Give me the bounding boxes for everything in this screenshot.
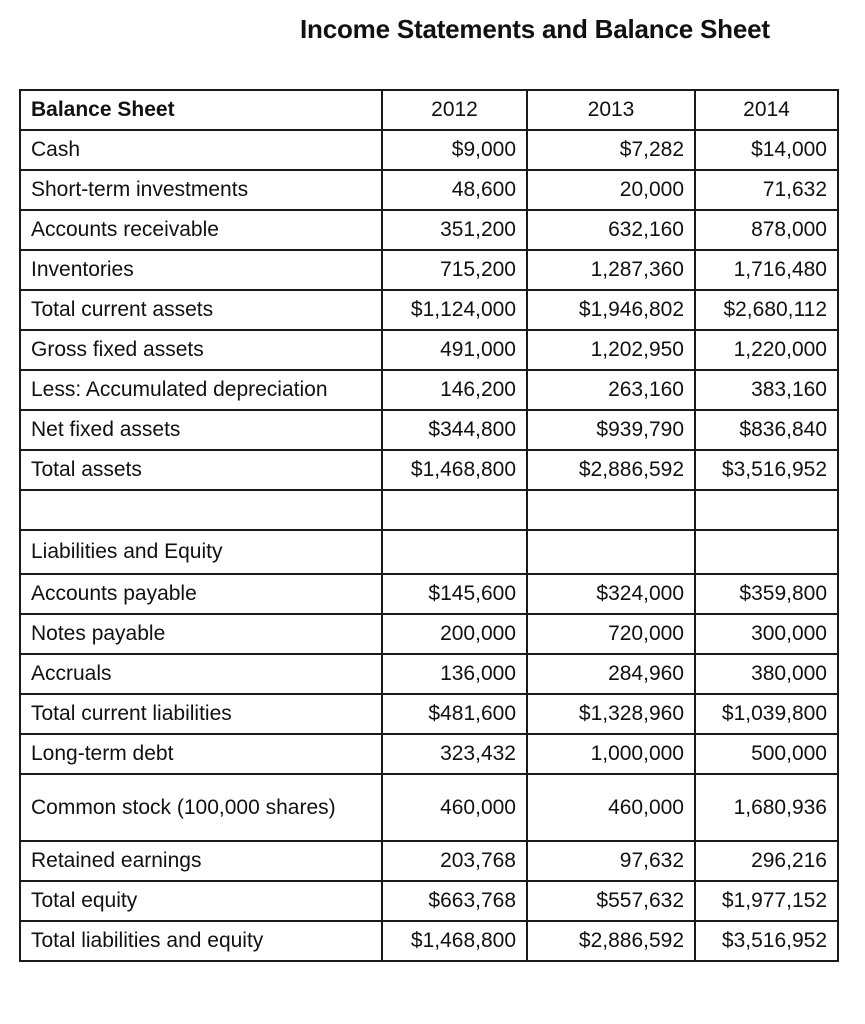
cell-value	[527, 490, 695, 530]
cell-value	[695, 530, 838, 574]
cell-value: 296,216	[695, 841, 838, 881]
table-row	[20, 841, 838, 881]
row-label: Accounts payable	[20, 574, 382, 614]
cell-value: $1,977,152	[695, 881, 838, 921]
row-label: Less: Accumulated depreciation	[20, 370, 382, 410]
cell-value: $359,800	[695, 574, 838, 614]
row-label	[20, 490, 382, 530]
cell-value: 1,287,360	[527, 250, 695, 290]
table-row	[20, 290, 838, 330]
cell-value: $2,886,592	[527, 921, 695, 961]
table-row	[20, 881, 838, 921]
cell-value: 300,000	[695, 614, 838, 654]
header-year: 2013	[527, 90, 695, 130]
row-label: Total liabilities and equity	[20, 921, 382, 961]
cell-value: 460,000	[527, 774, 695, 841]
row-label: Gross fixed assets	[20, 330, 382, 370]
cell-value	[382, 490, 527, 530]
cell-value: 460,000	[382, 774, 527, 841]
row-label: Liabilities and Equity	[20, 530, 382, 574]
cell-value: $9,000	[382, 130, 527, 170]
cell-value: 146,200	[382, 370, 527, 410]
cell-value: $7,282	[527, 130, 695, 170]
table-row	[20, 170, 838, 210]
table-row	[20, 654, 838, 694]
cell-value: $324,000	[527, 574, 695, 614]
cell-value: 284,960	[527, 654, 695, 694]
cell-value: $2,886,592	[527, 450, 695, 490]
row-label: Total assets	[20, 450, 382, 490]
cell-value: $939,790	[527, 410, 695, 450]
table-row	[20, 330, 838, 370]
header-year: 2012	[382, 90, 527, 130]
cell-value: $1,124,000	[382, 290, 527, 330]
cell-value: $1,468,800	[382, 450, 527, 490]
table-row	[20, 574, 838, 614]
row-label: Cash	[20, 130, 382, 170]
table-row	[20, 921, 838, 961]
row-label: Long-term debt	[20, 734, 382, 774]
cell-value: 720,000	[527, 614, 695, 654]
cell-value: 715,200	[382, 250, 527, 290]
cell-value	[695, 490, 838, 530]
cell-value: 632,160	[527, 210, 695, 250]
cell-value: $14,000	[695, 130, 838, 170]
cell-value: 1,220,000	[695, 330, 838, 370]
header-year: 2014	[695, 90, 838, 130]
cell-value: $344,800	[382, 410, 527, 450]
cell-value: 500,000	[695, 734, 838, 774]
table-row	[20, 410, 838, 450]
cell-value: $2,680,112	[695, 290, 838, 330]
cell-value: $1,328,960	[527, 694, 695, 734]
table-row	[20, 130, 838, 170]
cell-value: 20,000	[527, 170, 695, 210]
cell-value: 200,000	[382, 614, 527, 654]
cell-value: $3,516,952	[695, 450, 838, 490]
cell-value: 491,000	[382, 330, 527, 370]
row-label: Accounts receivable	[20, 210, 382, 250]
table-row	[20, 774, 838, 841]
row-label: Total equity	[20, 881, 382, 921]
cell-value: 878,000	[695, 210, 838, 250]
cell-value: 380,000	[695, 654, 838, 694]
table-row	[20, 490, 838, 530]
cell-value: 203,768	[382, 841, 527, 881]
cell-value: $1,039,800	[695, 694, 838, 734]
row-label: Total current assets	[20, 290, 382, 330]
cell-value	[527, 530, 695, 574]
row-label: Accruals	[20, 654, 382, 694]
cell-value: 71,632	[695, 170, 838, 210]
cell-value: 48,600	[382, 170, 527, 210]
cell-value: $1,468,800	[382, 921, 527, 961]
table-row	[20, 614, 838, 654]
cell-value: 351,200	[382, 210, 527, 250]
cell-value: $663,768	[382, 881, 527, 921]
row-label: Inventories	[20, 250, 382, 290]
cell-value: $481,600	[382, 694, 527, 734]
cell-value	[382, 530, 527, 574]
row-label: Short-term investments	[20, 170, 382, 210]
table-row	[20, 734, 838, 774]
cell-value: 1,000,000	[527, 734, 695, 774]
cell-value: $557,632	[527, 881, 695, 921]
table-row	[20, 694, 838, 734]
cell-value: 1,202,950	[527, 330, 695, 370]
cell-value: 383,160	[695, 370, 838, 410]
table-row	[20, 210, 838, 250]
table-row	[20, 530, 838, 574]
cell-value: 323,432	[382, 734, 527, 774]
row-label: Notes payable	[20, 614, 382, 654]
cell-value: 97,632	[527, 841, 695, 881]
row-label: Retained earnings	[20, 841, 382, 881]
page-title: Income Statements and Balance Sheet	[300, 14, 770, 44]
row-label: Common stock (100,000 shares)	[20, 774, 382, 841]
cell-value: 1,716,480	[695, 250, 838, 290]
cell-value: $3,516,952	[695, 921, 838, 961]
cell-value: $145,600	[382, 574, 527, 614]
table-row	[20, 250, 838, 290]
balance-sheet-table	[19, 89, 839, 962]
table-row	[20, 450, 838, 490]
table-header-row	[20, 90, 838, 130]
cell-value: $836,840	[695, 410, 838, 450]
table-row	[20, 370, 838, 410]
cell-value: 1,680,936	[695, 774, 838, 841]
header-label: Balance Sheet	[20, 90, 382, 130]
cell-value: 136,000	[382, 654, 527, 694]
cell-value: 263,160	[527, 370, 695, 410]
cell-value: $1,946,802	[527, 290, 695, 330]
row-label: Net fixed assets	[20, 410, 382, 450]
row-label: Total current liabilities	[20, 694, 382, 734]
